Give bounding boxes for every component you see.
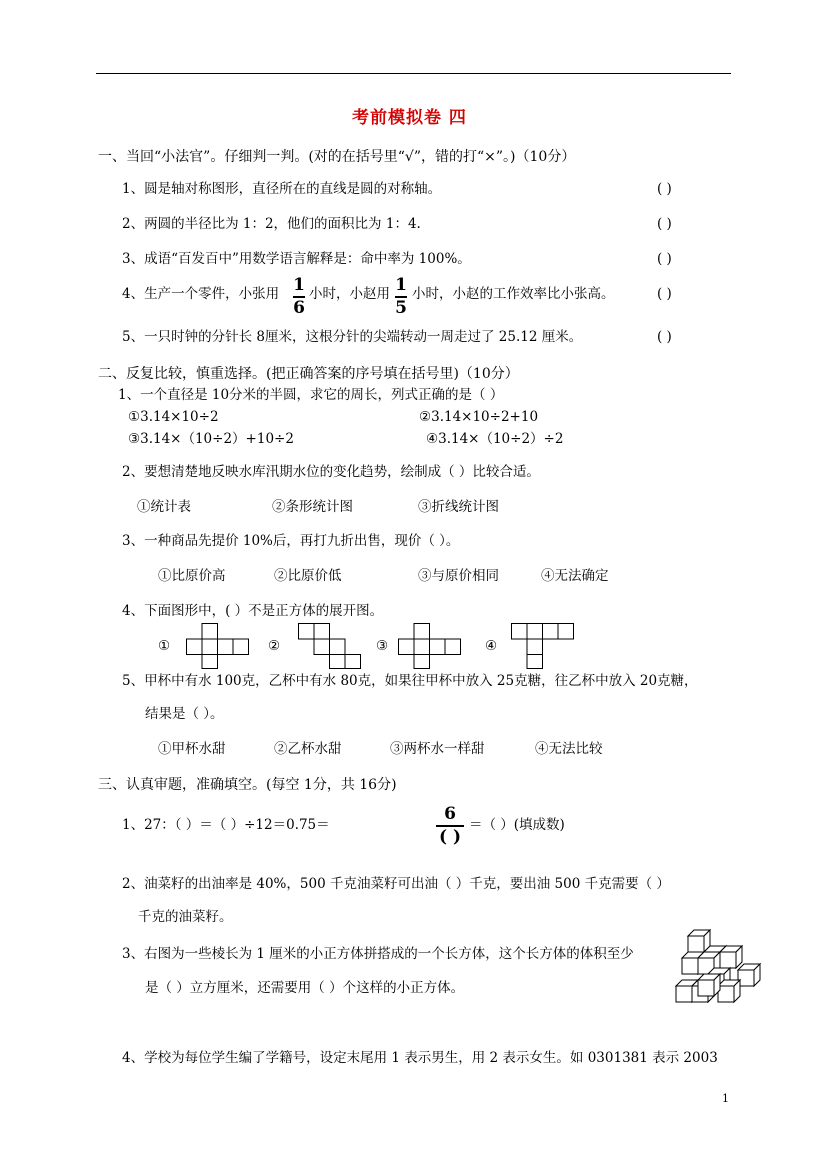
s3-question-3-continued: 是（ ）立方厘米，还需要用（ ）个这样的小正方体。 — [145, 980, 465, 996]
s2-question-1: 1、一个直径是 10分米的半圆，求它的周长，列式正确的是（ ） — [118, 387, 504, 403]
cube-net-3-figure — [398, 623, 462, 669]
s3-question-2: 2、油菜籽的出油率是 40%，500 千克油菜籽可出油（ ）千克，要出油 500 千克需要（ ） — [122, 876, 670, 892]
net-label-3: ③ — [376, 638, 389, 654]
s2-q3-option-3: ③与原价相同 — [418, 568, 499, 584]
fraction-numerator: 1 — [395, 275, 407, 295]
s1-question-1: 1、圆是轴对称图形，直径所在的直线是圆的对称轴。 — [122, 181, 442, 197]
cube-net-4-figure — [511, 623, 575, 669]
s3-question-2-continued: 千克的油菜籽。 — [138, 909, 233, 925]
page-number: 1 — [722, 1092, 729, 1105]
s2-q1-option-3: ③3.14×（10÷2）+10÷2 — [128, 431, 294, 447]
net-label-1: ① — [158, 638, 171, 654]
s3-question-3: 3、右图为一些棱长为 1 厘米的小正方体拼搭成的一个长方体，这个长方体的体积至少 — [122, 946, 634, 962]
s1-question-3: 3、成语“百发百中”用数学语言解释是：命中率为 100%。 — [122, 251, 471, 267]
s1-answer-blank-5: ( ) — [657, 329, 672, 345]
s2-q1-option-2: ②3.14×10÷2+10 — [419, 409, 539, 425]
fraction-numerator: 1 — [293, 275, 305, 295]
net-label-2: ② — [268, 638, 281, 654]
s3-question-1-part-b: ＝（ ）(填成数) — [469, 817, 565, 833]
s2-q2-option-1: ①统计表 — [137, 499, 191, 515]
s2-q2-option-3: ③折线统计图 — [418, 499, 499, 515]
s2-q1-option-4: ④3.14×（10÷2）÷2 — [426, 431, 564, 447]
s2-question-5-continued: 结果是（ ）。 — [145, 706, 224, 722]
section-1-heading: 一、当回“小法官”。仔细判一判。(对的在括号里“√”，错的打“×”。)（10分） — [98, 149, 576, 165]
s3-question-1-part-a: 1、27：（ ）＝（ ）÷12＝0.75＝ — [122, 817, 330, 833]
section-2-heading: 二、反复比较，慎重选择。(把正确答案的序号填在括号里)（10分） — [98, 366, 519, 382]
s2-question-4: 4、下面图形中，( ）不是正方体的展开图。 — [122, 603, 384, 619]
s2-q3-option-4: ④无法确定 — [541, 568, 609, 584]
fraction-denominator: ( ) — [438, 827, 461, 847]
s2-question-2: 2、要想清楚地反映水库汛期水位的变化趋势，绘制成（ ）比较合适。 — [122, 464, 540, 480]
s1-answer-blank-4: ( ) — [657, 286, 672, 302]
s1-question-4-part-b: 小时，小赵用 — [309, 286, 390, 302]
fraction-one-sixth — [293, 277, 305, 317]
s2-q2-option-2: ②条形统计图 — [272, 499, 353, 515]
fraction-numerator: 6 — [444, 804, 456, 824]
s2-q3-option-2: ②比原价低 — [274, 568, 342, 584]
s1-question-5: 5、一只时钟的分针长 8厘米，这根分针的尖端转动一周走过了 25.12 厘米。 — [122, 329, 583, 345]
s2-q5-option-1: ①甲杯水甜 — [158, 741, 226, 757]
stacked-cubes-figure — [674, 928, 766, 1002]
s2-q3-option-1: ①比原价高 — [158, 568, 226, 584]
s2-q5-option-3: ③两杯水一样甜 — [390, 741, 485, 757]
s2-q5-option-4: ④无法比较 — [535, 741, 603, 757]
s1-answer-blank-2: ( ) — [657, 216, 672, 232]
fraction-six-over-blank — [436, 806, 464, 846]
s1-question-2: 2、两圆的半径比为 1：2，他们的面积比为 1：4. — [122, 216, 421, 232]
s2-question-3: 3、一种商品先提价 10%后，再打九折出售，现价（ ）。 — [122, 533, 460, 549]
s2-question-5: 5、甲杯中有水 100克，乙杯中有水 80克，如果往甲杯中放入 25克糖，往乙杯中放入 20克糖， — [122, 673, 698, 689]
fraction-denominator: 5 — [395, 298, 407, 318]
net-label-4: ④ — [485, 638, 498, 654]
fraction-one-fifth — [395, 277, 407, 317]
cube-net-1-figure — [186, 623, 250, 669]
s1-question-4-part-a: 4、生产一个零件，小张用 — [122, 286, 280, 302]
page-title: 考前模拟卷 四 — [352, 108, 467, 128]
s1-question-4-part-c: 小时，小赵的工作效率比小张高。 — [412, 286, 615, 302]
s2-q1-option-1: ①3.14×10÷2 — [128, 409, 219, 425]
section-3-heading: 三、认真审题，准确填空。(每空 1分，共 16分) — [98, 777, 397, 793]
s1-answer-blank-3: ( ) — [657, 251, 672, 267]
header-rule — [96, 73, 731, 74]
cube-net-2-figure — [298, 623, 362, 669]
fraction-denominator: 6 — [293, 298, 305, 318]
s1-answer-blank-1: ( ) — [657, 181, 672, 197]
s2-q5-option-2: ②乙杯水甜 — [274, 741, 342, 757]
s3-question-4: 4、学校为每位学生编了学籍号，设定末尾用 1 表示男生，用 2 表示女生。如 0301381 表示 2003 — [122, 1050, 718, 1066]
